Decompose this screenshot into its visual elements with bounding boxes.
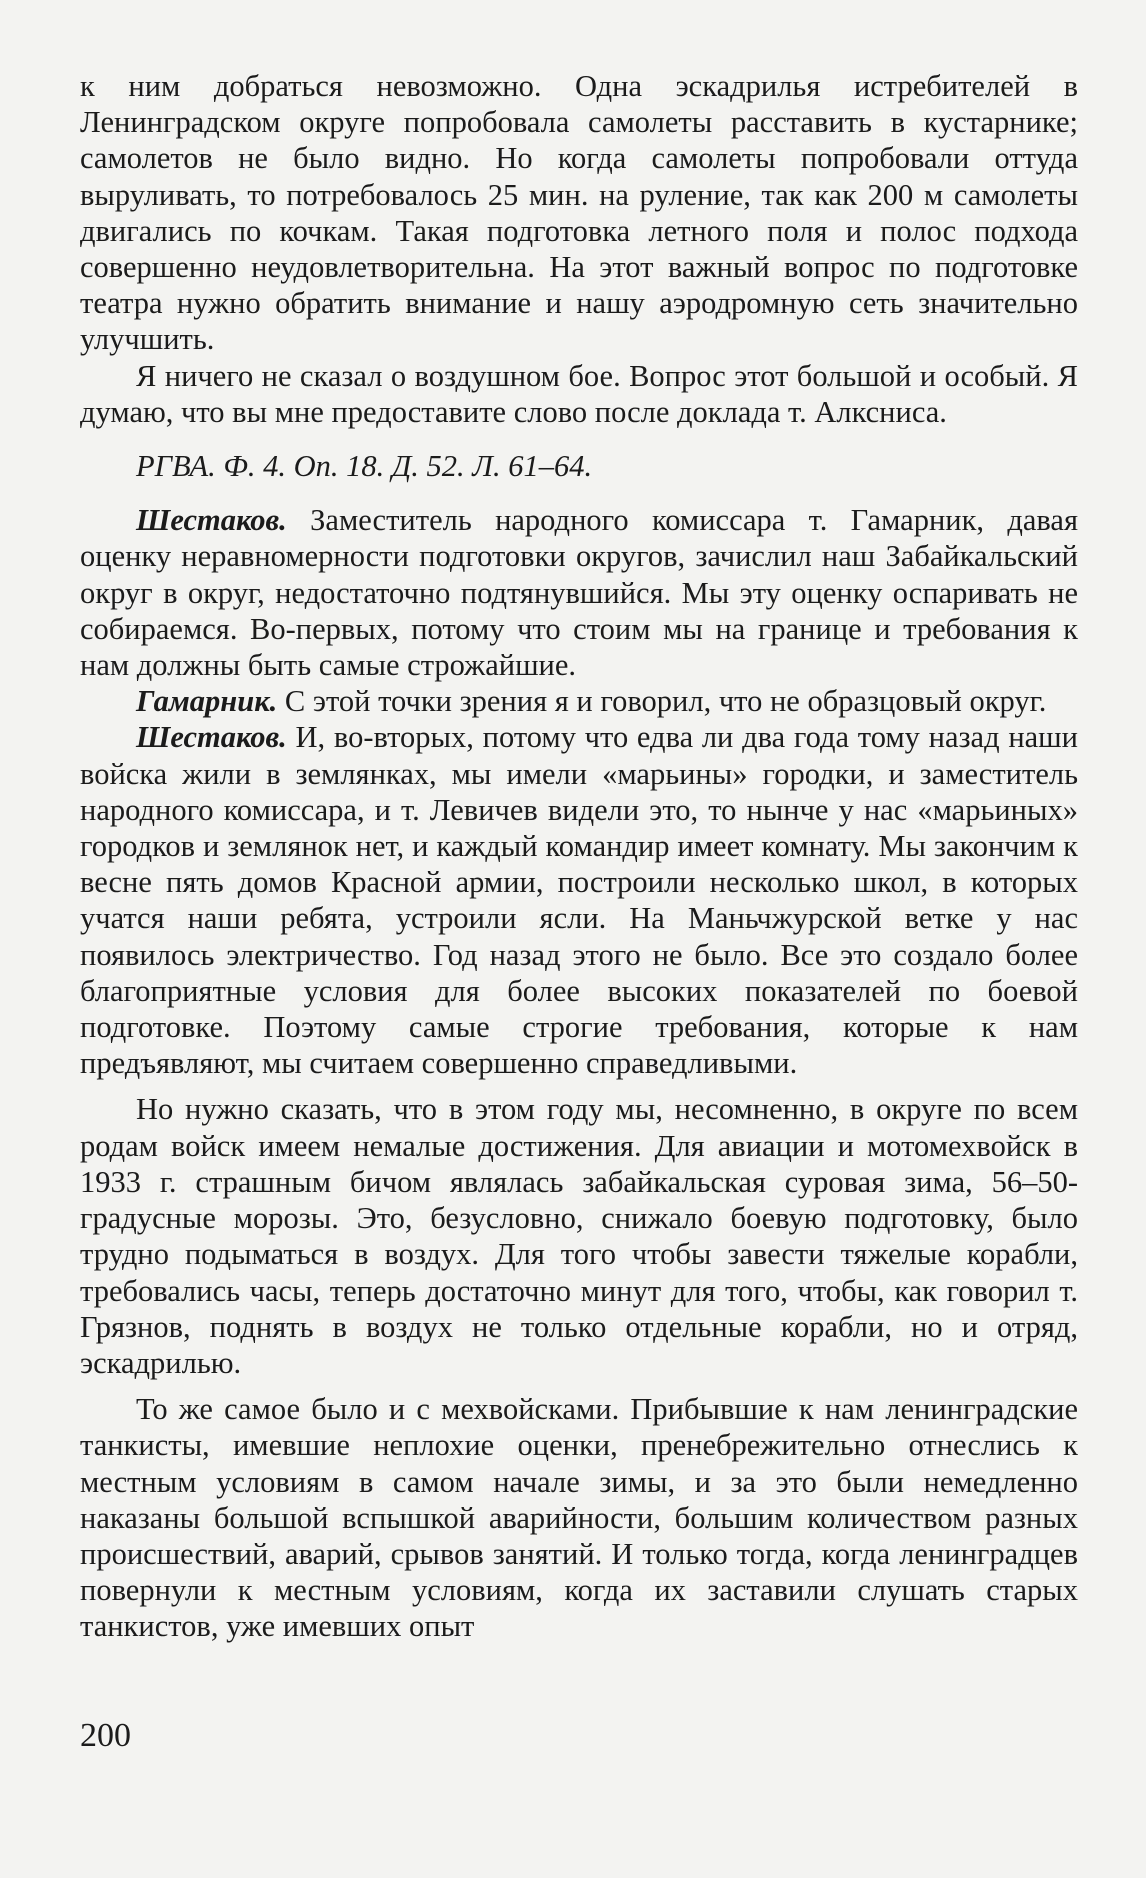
paragraph-shestakov-2 bbox=[80, 719, 1078, 1081]
paragraph-air-combat: Я ничего не сказал о воздушном бое. Вопрос этот большой и особый. Я думаю, что вы мне предоставите слово после доклада т. Алксниса. bbox=[80, 358, 1078, 429]
speaker-name: Шестаков. bbox=[136, 503, 287, 538]
paragraph-gamarnik bbox=[80, 683, 1078, 719]
speech-text: С этой точки зрения я и говорил, что не образцовый округ. bbox=[277, 684, 1047, 719]
paragraph-shestakov-1 bbox=[80, 502, 1078, 683]
speech-text: И, во-вторых, потому что едва ли два года тому назад наши войска жили в землянках, мы имели «марьины» городки, и заместитель народного комиссара, и т. Левичев видели это, то нынче у нас «марьиных» городков и землянок нет, и каждый командир имеет комнату. Мы закончим к весне пять домов Красной армии, построили несколько школ, в которых учатся наши ребята, устроили ясли. На Маньчжурской ветке у нас появилось электричество. Год назад этого не было. Все это создало более благоприятные условия для более высоких показателей по боевой подготовке. Поэтому самые строгие требования, которые к нам предъявляют, мы считаем совершенно справедливыми. bbox=[80, 720, 1078, 1081]
speaker-name: Шестаков. bbox=[136, 720, 287, 755]
paragraph-mechanized-troops: То же самое было и с мехвойсками. Прибывшие к нам ленинградские танкисты, имевшие неплохие оценки, пренебрежительно отнеслись к местным условиям в самом начале зимы, и за это были немедленно наказаны большой вспышкой аварийности, большим количеством разных происшествий, аварий, срывов занятий. И только тогда, когда ленинградцев повернули к местным условиям, когда их заставили слушать старых танкистов, уже имевших опыт bbox=[80, 1392, 1078, 1644]
speaker-name: Гамарник. bbox=[136, 684, 278, 719]
archive-source-citation: РГВА. Ф. 4. Оп. 18. Д. 52. Л. 61–64. bbox=[136, 449, 593, 484]
paragraph-achievements: Но нужно сказать, что в этом году мы, несомненно, в округе по всем родам войск имеем немалые достижения. Для авиации и мотомехвойск в 1933 г. страшным бичом являлась забайкальская суровая зима, 56–50-градусные морозы. Это, безусловно, снижало боевую подготовку, было трудно подыматься в воздух. Для того чтобы завести тяжелые корабли, требовались часы, теперь достаточно минут для того, чтобы, как говорил т. Грязнов, поднять в воздух не только отдельные корабли, но и отряд, эскадрилью. bbox=[80, 1092, 1078, 1380]
paragraph-aerodrome: к ним добраться невозможно. Одна эскадрилья истребителей в Ленинградском округе попробовала самолеты расставить в кустарнике; самолетов не было видно. Но когда самолеты попробовали оттуда выруливать, то потребовалось 25 мин. на руление, так как 200 м самолеты двигались по кочкам. Такая подготовка летного поля и полос подхода совершенно неудовлетворительна. На этот важный вопрос по подготовке театра нужно обратить внимание и нашу аэродромную сеть значительно улучшить. bbox=[80, 69, 1078, 357]
page-number: 200 bbox=[80, 1717, 131, 1754]
speech-text: Заместитель народного комиссара т. Гамарник, давая оценку неравномерности подготовки округов, зачислил наш Забайкальский округ в округ, недостаточно подтянувшийся. Мы эту оценку оспаривать не собираемся. Во-первых, потому что стоим мы на границе и требования к нам должны быть самые строжайшие. bbox=[80, 503, 1078, 683]
page-body bbox=[80, 68, 1078, 1645]
